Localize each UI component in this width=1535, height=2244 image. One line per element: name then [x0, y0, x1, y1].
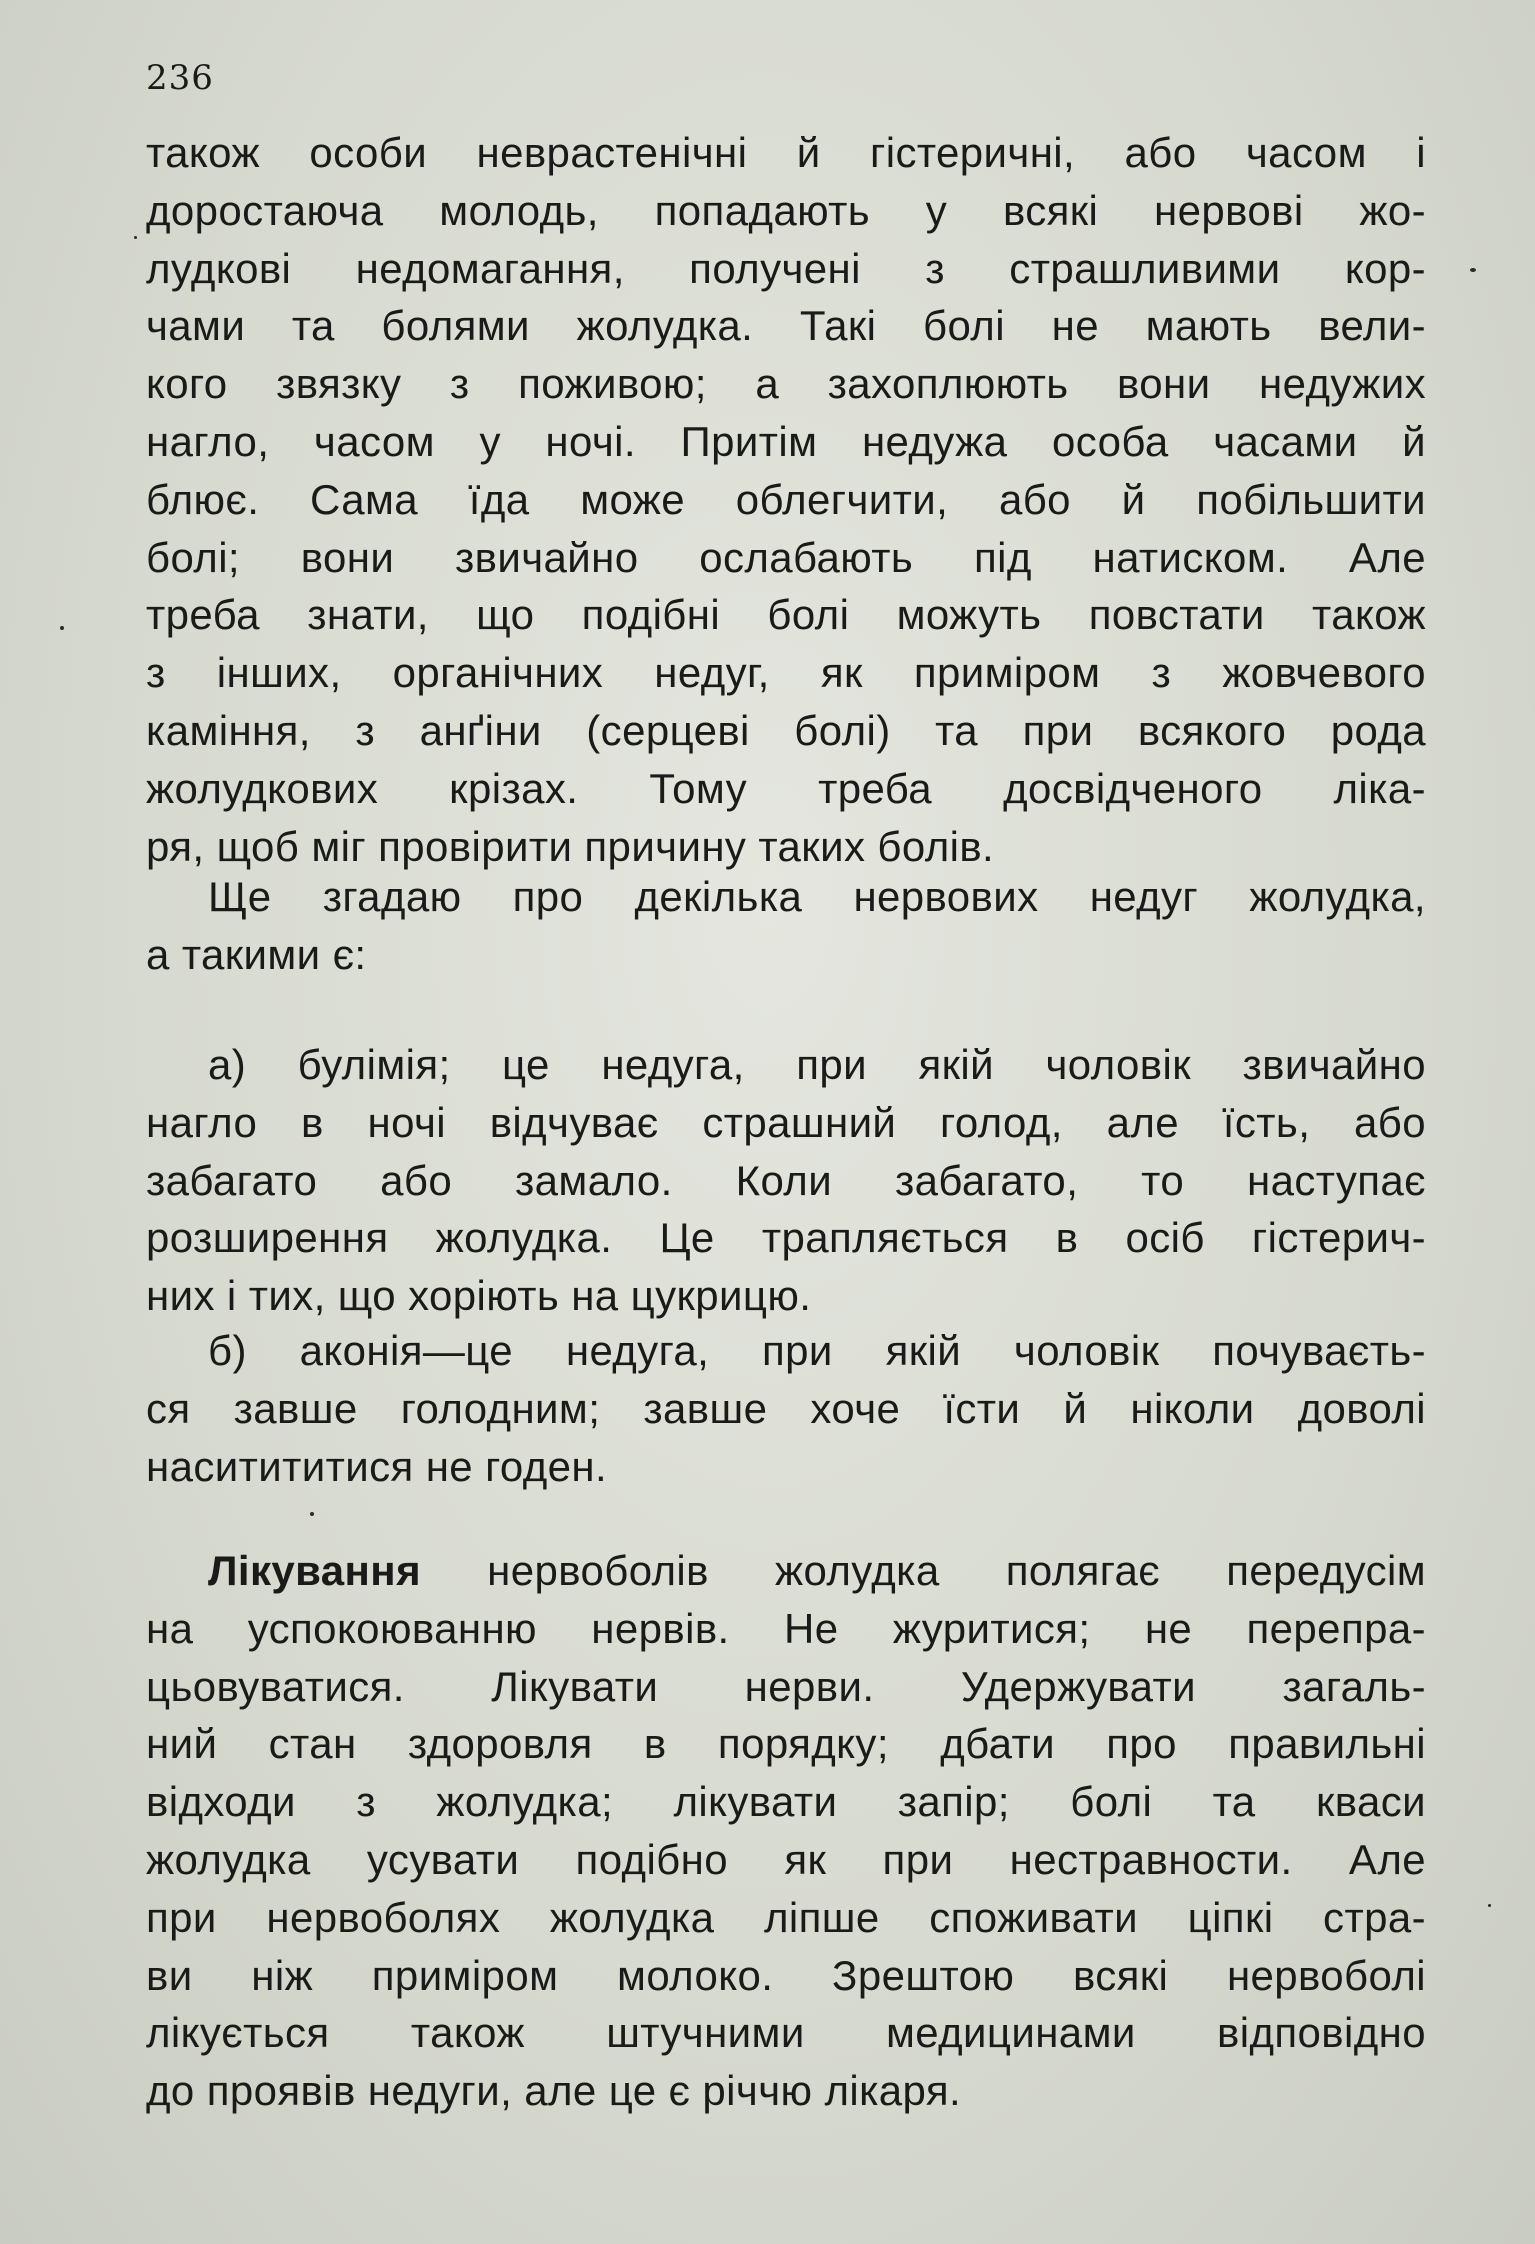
text-line: болі; вони звичайно ослабають під натиском. Але — [146, 533, 1426, 581]
paper-speck — [1488, 1904, 1491, 1907]
text-line: жолудкових крізах. Тому треба досвідченого ліка- — [146, 764, 1426, 812]
text-line: них і тих, що хоріють на цукрицю. — [146, 1272, 812, 1320]
text-line: кого звязку з поживою; а захоплюють вони недужих — [146, 360, 1426, 408]
text-line: до проявів недуги, але це є річчю лікаря. — [146, 2067, 962, 2115]
text-line: ся завше голодним; завше хоче їсти й ніколи доволі — [146, 1384, 1426, 1432]
text-line: наситититися не годен. — [146, 1442, 608, 1490]
text-line: треба знати, що подібні болі можуть повстати також — [146, 591, 1426, 639]
text-line: на успокоюванню нервів. Не журитися; не перепра- — [146, 1604, 1426, 1652]
text-line: лудкові недомагання, получені з страшливими кор- — [146, 244, 1426, 292]
text-line: цьовуватися. Лікувати нерви. Удержувати загаль- — [146, 1662, 1426, 1710]
text-line: нагло в ночі відчуває страшний голод, але їсть, або — [146, 1098, 1426, 1146]
item-a-bulimia — [146, 1036, 1426, 1325]
mention-paragraph — [146, 868, 1426, 984]
text-line: нагло, часом у ночі. Притім недужа особа часами й — [146, 417, 1426, 465]
text-line: Ще згадаю про декілька нервових недуг жолудка, — [208, 873, 1426, 920]
text-line: жолудка усувати подібно як при нестравности. Але — [146, 1835, 1426, 1883]
text-line: відходи з жолудка; лікувати запір; болі та кваси — [146, 1778, 1426, 1826]
text-line: також особи неврастенічні й гістеричні, або часом і — [146, 129, 1426, 176]
text-line: при нервоболях жолудка ліпше споживати ціпкі стра- — [146, 1893, 1426, 1941]
treatment-paragraph — [146, 1542, 1426, 2120]
text-line: забагато або замало. Коли забагато, то наступає — [146, 1156, 1426, 1204]
page-number: 236 — [146, 58, 214, 98]
text-line: з інших, органічних недуг, як приміром з жовчевого — [146, 649, 1426, 697]
treatment-first-line — [146, 1542, 1426, 1600]
text-line: блює. Сама їда може облегчити, або й побільшити — [146, 475, 1426, 523]
treatment-heading: Лікування — [208, 1547, 421, 1594]
paper-speck — [134, 236, 137, 239]
text-line: б) аконія—це недуга, при якій чоловік почуваєть- — [208, 1327, 1426, 1374]
treatment-first-line-rest: нервоболів жолудка полягає передусім — [487, 1547, 1426, 1594]
text-line: а такими є: — [146, 930, 367, 978]
text-line: каміння, з анґіни (серцеві болі) та при всякого рода — [146, 706, 1426, 754]
text-line: лікується також штучними медицинами відповідно — [146, 2009, 1426, 2057]
paper-speck — [60, 626, 64, 630]
text-line: а) булімія; це недуга, при якій чоловік звичайно — [208, 1041, 1426, 1088]
text-line: ви ніж приміром молоко. Зрештою всякі нервоболі — [146, 1951, 1426, 1999]
item-b-akonia — [146, 1322, 1426, 1495]
text-line: ря, щоб міг провірити причину таких болів. — [146, 822, 995, 870]
paper-speck — [310, 1512, 314, 1516]
intro-paragraph — [146, 124, 1426, 875]
paper-speck — [1470, 268, 1476, 272]
text-line: ний стан здоровля в порядку; дбати про правильні — [146, 1720, 1426, 1768]
text-line: чами та болями жолудка. Такі болі не мають вели- — [146, 302, 1426, 350]
text-line: доростаюча молодь, попадають у всякі нервові жо- — [146, 186, 1426, 234]
text-line: розширення жолудка. Це трапляється в осіб гістерич- — [146, 1214, 1426, 1262]
